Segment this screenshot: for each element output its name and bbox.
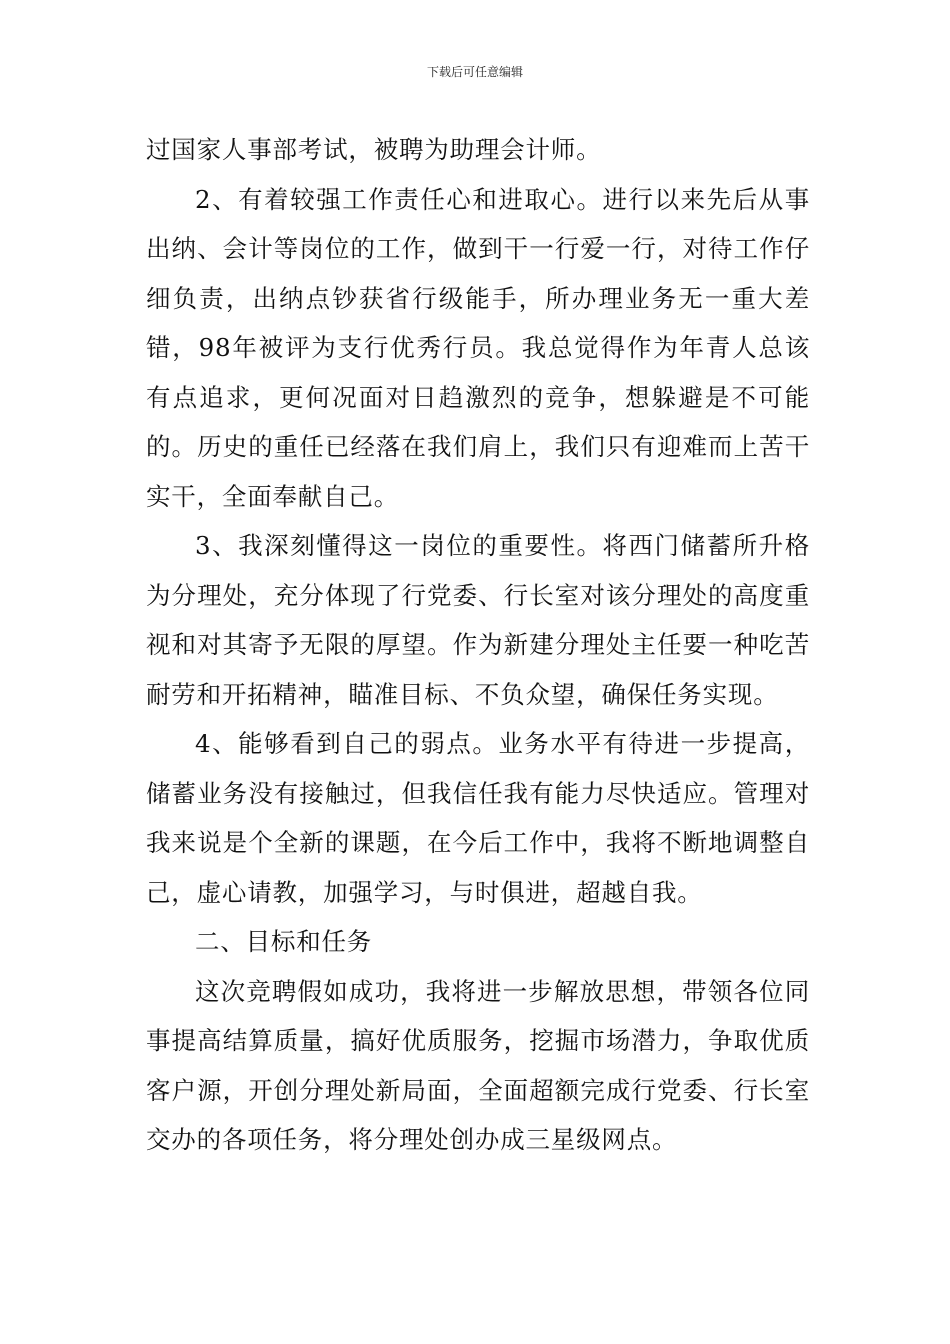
paragraph-point-2: 2、有着较强工作责任心和进取心。进行以来先后从事出纳、会计等岗位的工作，做到干一行爱一行，对待工作仔细负责，出纳点钞获省行级能手，所办理业务无一重大差错，98年被评为支行优秀行员。我总觉得作为年青人总该有点追求，更何况面对日趋激烈的竞争，想躲避是不可能的。历史的重任已经落在我们肩上，我们只有迎难而上苦干实干，全面奉献自己。	[146, 184, 810, 511]
page-header-note: 下载后可任意编辑	[426, 65, 523, 79]
paragraph-point-4: 4、能够看到自己的弱点。业务水平有待进一步提高，储蓄业务没有接触过，但我信任我有能力尽快适应。管理对我来说是个全新的课题，在今后工作中，我将不断地调整自己，虚心请教，加强学习，与时俱进，超越自我。	[146, 729, 810, 907]
document-body	[146, 125, 810, 1165]
paragraph-continuation: 过国家人事部考试，被聘为助理会计师。	[146, 135, 602, 164]
paragraph-goals: 这次竞聘假如成功，我将进一步解放思想，带领各位同事提高结算质量，搞好优质服务，挖掘市场潜力，争取优质客户源，开创分理处新局面，全面超额完成行党委、行长室交办的各项任务，将分理处创办成三星级网点。	[146, 976, 810, 1154]
section-heading-goals: 二、目标和任务	[195, 927, 373, 956]
paragraph-point-3: 3、我深刻懂得这一岗位的重要性。将西门储蓄所升格为分理处，充分体现了行党委、行长室对该分理处的高度重视和对其寄予无限的厚望。作为新建分理处主任要一种吃苦耐劳和开拓精神，瞄准目标、不负众望，确保任务实现。	[146, 531, 810, 709]
